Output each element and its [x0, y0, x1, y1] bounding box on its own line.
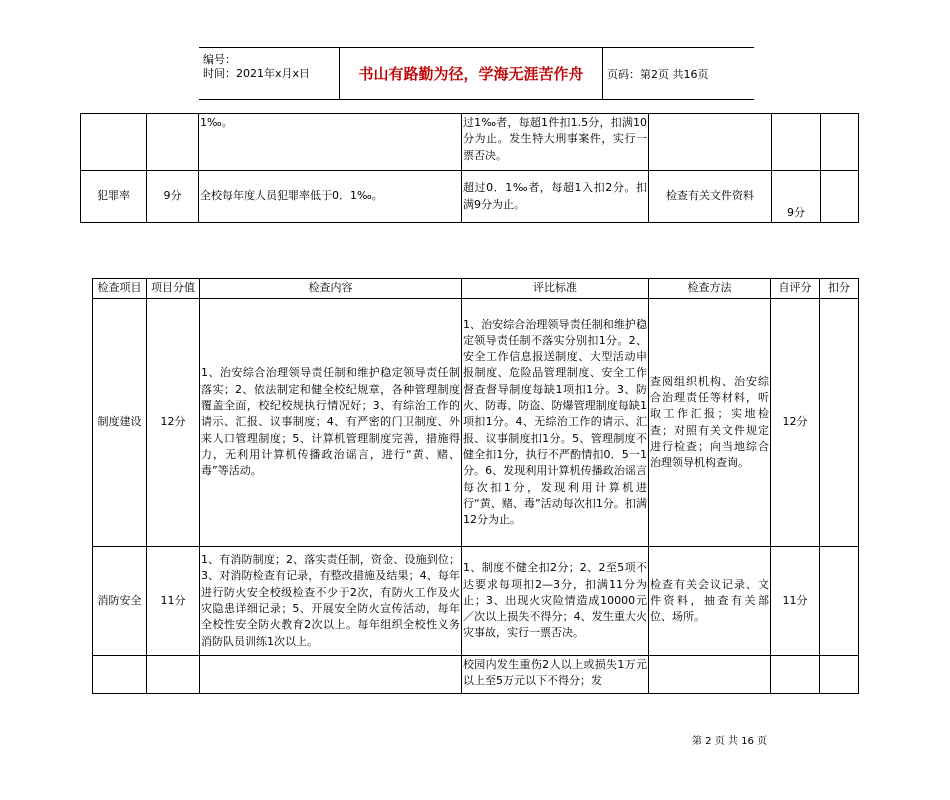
score-cell: 11分 — [147, 547, 200, 656]
table-continuation — [80, 113, 859, 223]
table-row — [93, 299, 859, 547]
self-score-cell: 11分 — [771, 547, 820, 656]
item-cell: 制度建设 — [93, 299, 147, 547]
score-cell: 9分 — [147, 171, 199, 223]
method-cell: 检查有关文件资料 — [649, 171, 772, 223]
criteria-cell: 过1‰者，每超1件扣1.5分，扣满10分为止。发生特大刑事案件，实行一票否决。 — [462, 114, 649, 171]
header-deduct: 扣分 — [820, 279, 859, 299]
page-label: 页码：第2页 共16页 — [607, 68, 709, 81]
content-cell: 1‰。 — [199, 114, 462, 171]
criteria-cell: 超过0．1‰者，每超1入扣2分。扣满9分为止。 — [462, 171, 649, 223]
number-label: 编号： — [203, 53, 236, 66]
table-main — [92, 278, 859, 694]
method-cell: 查阅组织机构、治安综合治理责任等材料，听取工作汇报；实地检查；对照有关文件规定进行检查；向当地综合治理领导机构查询。 — [649, 299, 771, 547]
motto: 书山有路勤为径，学海无涯苦作舟 — [340, 48, 603, 99]
header-criteria: 评比标准 — [462, 279, 649, 299]
header-method: 检查方法 — [649, 279, 771, 299]
page-header — [199, 47, 754, 100]
method-cell: 检查有关会议记录、文件资料，抽查有关部位、场所。 — [649, 547, 771, 656]
table-header-row — [93, 279, 859, 299]
page-footer: 第 2 页 共 16 页 — [692, 736, 767, 747]
table-row — [93, 547, 859, 656]
table-row — [81, 114, 859, 171]
table-row — [81, 171, 859, 223]
header-info — [199, 48, 340, 99]
header-self-score: 自评分 — [771, 279, 820, 299]
item-cell: 消防安全 — [93, 547, 147, 656]
self-score-cell: 9分 — [772, 171, 821, 223]
self-score-cell: 12分 — [771, 299, 820, 547]
time-label: 时间：2021年x月x日 — [203, 67, 311, 80]
score-cell: 12分 — [147, 299, 200, 547]
table-row — [93, 656, 859, 694]
criteria-cell: 1、治安综合治理领导责任制和维护稳定领导责任制不落实分别扣1分。2、安全工作信息报送制度、大型活动申报制度、危险品管理制度、安全工作督查督导制度每缺1项扣1分。3、防火、防毒、防盗、防爆管理制度每缺1项扣1分。4、无综治工作的请示、汇报、议事制度扣1分。5、管理制度不健全扣1分，执行不严酌情扣0．5一1分。6、发现利用计算机传播政治谣言每次扣1分，发现利用计算机进行“黄、赌、毒”活动每次扣1分。扣满12分为止。 — [462, 299, 649, 547]
content-cell: 1、治安综合治理领导责任制和维护稳定领导责任制落实；2、依法制定和健全校纪规章，各种管理制度覆盖全面，校纪校规执行情况好；3、有综治工作的请示、汇报、议事制度；4、有严密的门卫制度、外来人口管理制度；5、计算机管理制度完善，措施得力，无利用计算机传播政治谣言，进行“黄、赌、毒”等活动。 — [200, 299, 462, 547]
header-content: 检查内容 — [200, 279, 462, 299]
item-cell: 犯罪率 — [81, 171, 147, 223]
header-score: 项目分值 — [147, 279, 200, 299]
content-cell: 全校每年度人员犯罪率低于0．1‰。 — [199, 171, 462, 223]
header-item: 检查项目 — [93, 279, 147, 299]
criteria-cell: 校园内发生重伤2人以上或损失1万元以上至5万元以下不得分；发 — [462, 656, 649, 694]
criteria-cell: 1、制度不健全扣2分；2、2至5项不达要求每项扣2—3分，扣满11分为止；3、出现火灾险情造成10000元／次以上损失不得分；4、发生重大火灾事故，实行一票否决。 — [462, 547, 649, 656]
content-cell: 1、有消防制度；2、落实责任制，资金、设施到位；3、对消防检查有记录，有整改措施及结果；4、每年进行防火安全校级检查不少于2次，有防火工作及火灾隐患详细记录；5、开展安全防火宣传活动，每年全校性安全防火教育2次以上。每年组织全校性义务消防队员训练1次以上。 — [200, 547, 462, 656]
